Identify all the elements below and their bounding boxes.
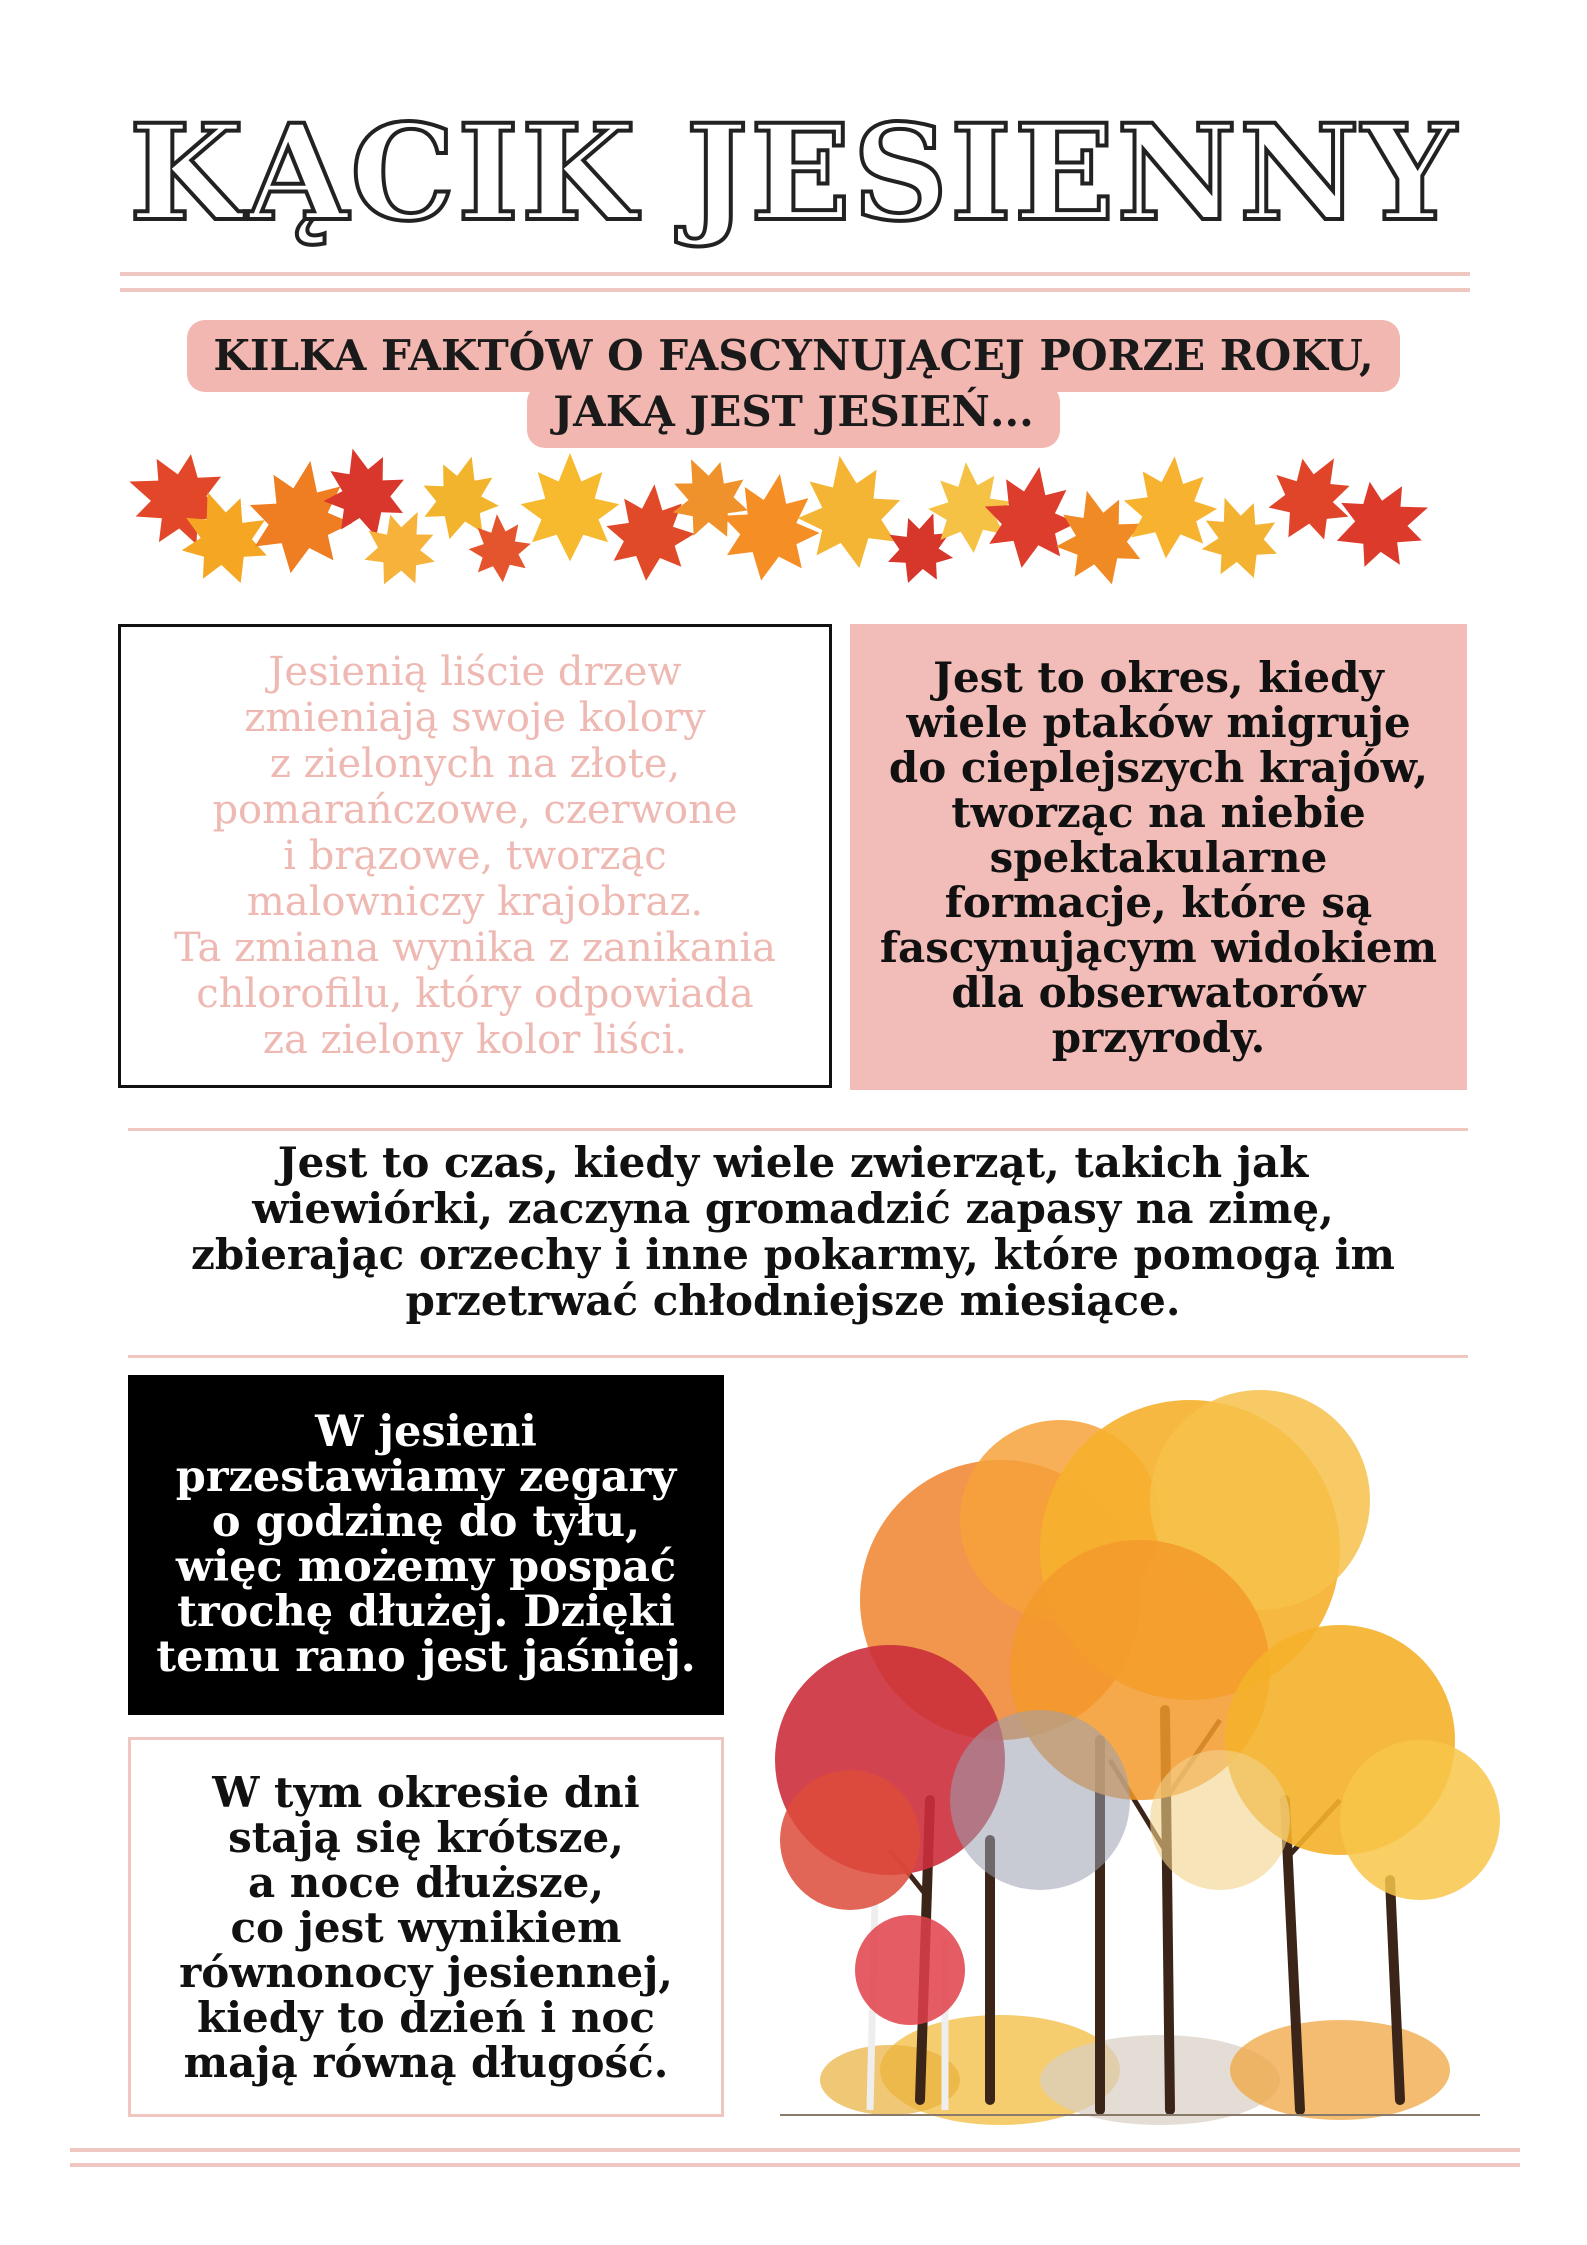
fact-equinox-text: W tym okresie dni stają się krótsze, a noce dłuższe, co jest wynikiem równonocy jesiennej, kiedy to dzień i noc mają równą długość. [179, 1767, 673, 2087]
subtitle-line-2: JAKĄ JEST JESIEŃ... [527, 384, 1059, 448]
autumn-leaves-garland [130, 440, 1460, 620]
footer-rule-bottom [70, 2163, 1520, 2167]
fact-clocks-box [128, 1375, 724, 1715]
autumn-trees-watercolor [740, 1380, 1520, 2140]
middle-rule-top [128, 1128, 1468, 1131]
fact-birds-box [850, 624, 1467, 1090]
page-title: KĄCIK JESIENNY [129, 96, 1458, 251]
fact-birds-text: Jest to okres, kiedy wiele ptaków migruje do cieplejszych krajów, tworząc na niebie spektakularne formacje, które są fascynującym widokiem dla obserwatorów przyrody. [879, 652, 1438, 1062]
fact-clocks-text: W jesieni przestawiamy zegary o godzinę do tyłu, więc możemy pospać trochę dłużej. Dzięki temu rano jest jaśniej. [156, 1407, 696, 1682]
fact-equinox-box [128, 1737, 724, 2117]
subtitle [0, 320, 1587, 448]
middle-rule-bottom [128, 1355, 1468, 1358]
title-rule-bottom [120, 288, 1470, 292]
fact-leaves-text: Jesienią liście drzew zmieniają swoje kolory z zielonych na złote, pomarańczowe, czerwone i brązowe, tworząc malowniczy krajobraz. Ta zmiana wynika z zanikania chlorofilu, który odpowiada za zielony kolor liści. [173, 649, 777, 1063]
fact-leaves-box [118, 624, 832, 1088]
fact-animals-text: Jest to czas, kiedy wiele zwierząt, takich jak wiewiórki, zaczyna gromadzić zapasy na zimę, zbierając orzechy i inne pokarmy, które pomogą im przetrwać chłodniejsze miesiące. [191, 1138, 1395, 1325]
subtitle-line-1: KILKA FAKTÓW O FASCYNUJĄCEJ PORZE ROKU, [187, 320, 1399, 392]
footer-rule-top [70, 2148, 1520, 2152]
title-rule-top [120, 272, 1470, 276]
